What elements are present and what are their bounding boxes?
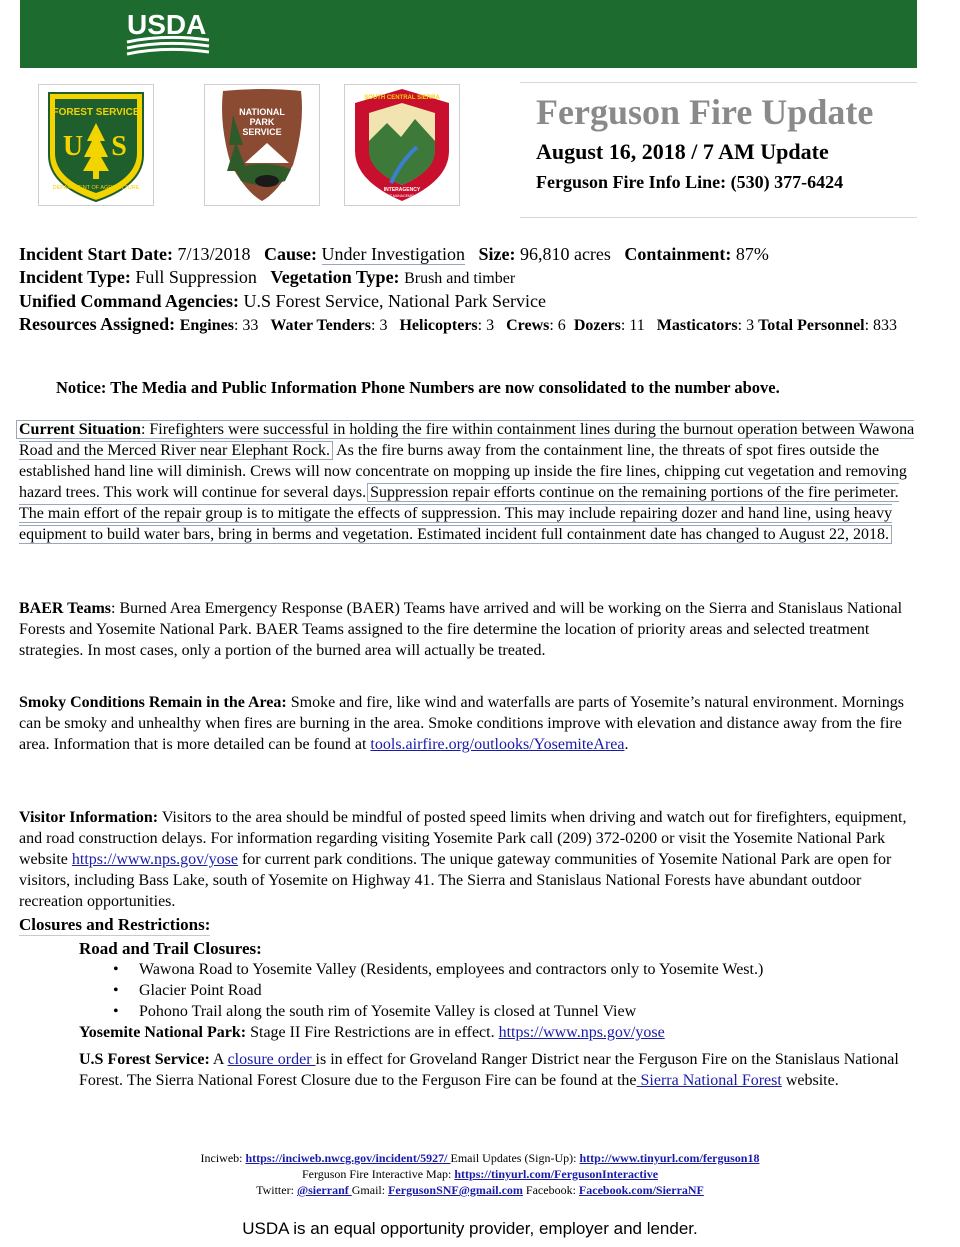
email-label: Email Updates (Sign-Up): bbox=[450, 1151, 580, 1165]
dozers-value: : 11 bbox=[620, 317, 645, 334]
vegetation-label: Vegetation Type: bbox=[270, 267, 400, 287]
south-central-sierra-logo bbox=[344, 84, 460, 206]
forest-service-logo bbox=[38, 84, 154, 206]
helicopters-label: Helicopters bbox=[399, 317, 478, 334]
containment-value: 87% bbox=[735, 244, 769, 264]
footer-line-2 bbox=[0, 1166, 960, 1182]
vegetation-value: Brush and timber bbox=[404, 270, 516, 287]
current-situation-text-3: Suppression repair efforts continue on the remaining portions of the fire perimeter. The main effort of the repair group is to mitigate the effects of suppression. This may include repairing dozer and hand line, using heavy equipment to build water bars, bring in berms and vegetation. Estimated incident full containment date has changed to August 22, 2018. bbox=[19, 484, 899, 543]
usfs-restrictions bbox=[79, 1049, 919, 1091]
footer-links bbox=[0, 1150, 960, 1198]
water-tenders-value: : 3 bbox=[371, 317, 388, 334]
closure-list bbox=[19, 959, 919, 1022]
airfire-link[interactable]: tools.airfire.org/outlooks/YosemiteArea bbox=[370, 736, 625, 753]
incident-line-2 bbox=[19, 266, 919, 290]
size-label: Size: bbox=[478, 244, 516, 264]
personnel-label-2: Personnel bbox=[797, 317, 865, 334]
type-value: Full Suppression bbox=[135, 267, 257, 287]
personnel-value: : 833 bbox=[864, 317, 898, 334]
visitor-text-1: Visitors to the area should be mindful of posted speed limits when driving and watch out for firefighters, equipment, and road construction delays. For information regarding visiting Yosemite Park call (209) 372-0200 or visit the Yosemite National Park website bbox=[19, 809, 907, 868]
footer-line-1 bbox=[0, 1150, 960, 1166]
incident-line-1 bbox=[19, 243, 919, 266]
svg-text:PARK: PARK bbox=[249, 117, 275, 127]
facebook-label: Facebook: bbox=[522, 1183, 579, 1197]
svg-text:INTERAGENCY: INTERAGENCY bbox=[383, 187, 421, 193]
resources-label: Resources Assigned: bbox=[19, 314, 176, 334]
agencies-label: Unified Command Agencies: bbox=[19, 291, 239, 311]
svg-text:U: U bbox=[62, 131, 84, 162]
current-situation-label: Current Situation bbox=[19, 421, 141, 438]
crews-label: Crews bbox=[506, 317, 550, 334]
baer-teams bbox=[19, 598, 919, 661]
visitor-information bbox=[19, 807, 919, 912]
svg-text:INCIDENT MANAGEMENT TEAM: INCIDENT MANAGEMENT TEAM bbox=[375, 194, 429, 198]
info-line: Ferguson Fire Info Line: (530) 377-6424 bbox=[536, 172, 844, 192]
road-closures-heading: Road and Trail Closures: bbox=[79, 939, 262, 958]
usfs-label: U.S Forest Service: bbox=[79, 1051, 210, 1068]
closure-item: • Pohono Trail along the south rim of Yosemite Valley is closed at Tunnel View bbox=[79, 1001, 919, 1022]
incident-info bbox=[19, 243, 919, 337]
usda-banner bbox=[20, 0, 917, 68]
type-label: Incident Type: bbox=[19, 267, 131, 287]
interactive-map-link[interactable]: https://tinyurl.com/FergusonInteractive bbox=[454, 1167, 659, 1181]
gmail-link[interactable]: FergusonSNF@gmail.com bbox=[388, 1183, 523, 1197]
sierra-nf-link[interactable]: Sierra National Forest bbox=[636, 1072, 782, 1089]
closures-heading: Closures and Restrictions: bbox=[19, 915, 211, 934]
usda-logo bbox=[125, 6, 211, 60]
baer-text: : Burned Area Emergency Response (BAER) Teams have arrived and will be working on the Sierra and Stanislaus National Forests and Yosemite National Park. BAER Teams assigned to the fire determine the location of priority areas and selected treatment strategies. In most cases, only a portion of the burned area will actually be treated. bbox=[19, 600, 903, 659]
smoky-conditions bbox=[19, 692, 919, 755]
smoky-end: . bbox=[624, 736, 629, 753]
inciweb-label: Inciweb: bbox=[200, 1151, 246, 1165]
cause-value: Under Investigation bbox=[321, 244, 465, 264]
usfs-text-3: website. bbox=[781, 1072, 839, 1089]
svg-text:S: S bbox=[111, 131, 127, 162]
title-block bbox=[520, 82, 917, 218]
page-title: Ferguson Fire Update bbox=[536, 92, 874, 132]
map-label: Ferguson Fire Interactive Map: bbox=[301, 1167, 455, 1181]
visitor-label: Visitor Information: bbox=[19, 809, 159, 826]
current-situation-text-1: : Firefighters were successful in holding the fire within containment lines during the burnout operation between Wawona Road and the Merced River near Elephant Rock. bbox=[19, 421, 915, 459]
crews-value: : 6 bbox=[549, 317, 566, 334]
ynp-link[interactable]: https://www.nps.gov/yose bbox=[498, 1024, 665, 1041]
engines-value: : 33 bbox=[233, 317, 259, 334]
usfs-text-2: is in effect for Groveland Ranger District near the Ferguson Fire on the Stanislaus National Forest. The Sierra National Forest Closure due to the Ferguson Fire can be found at the bbox=[79, 1051, 899, 1089]
svg-text:SERVICE: SERVICE bbox=[242, 127, 282, 137]
gmail-label: Gmail: bbox=[351, 1183, 389, 1197]
smoky-text: Smoke and fire, like wind and waterfalls are parts of Yosemite’s natural environment. Mornings can be smoky and unhealthy when fires are burning in the area. Smoke conditions improve with elevation and distance away from the fire area. Information that is more detailed can be found at bbox=[19, 694, 904, 753]
nps-link[interactable]: https://www.nps.gov/yose bbox=[71, 851, 238, 868]
personnel-label-1: Total bbox=[758, 317, 794, 334]
eeo-statement: USDA is an equal opportunity provider, employer and lender. bbox=[242, 1219, 698, 1238]
ynp-text: Stage II Fire Restrictions are in effect. bbox=[246, 1024, 499, 1041]
notice: Notice: The Media and Public Information Phone Numbers are now consolidated to the number above. bbox=[56, 378, 780, 397]
national-park-service-logo bbox=[204, 84, 320, 206]
containment-label: Containment: bbox=[624, 244, 732, 264]
smoky-label: Smoky Conditions Remain in the Area: bbox=[19, 694, 287, 711]
ynp-label: Yosemite National Park: bbox=[79, 1024, 247, 1041]
helicopters-value: : 3 bbox=[477, 317, 495, 334]
svg-text:DEPARTMENT OF AGRICULTURE: DEPARTMENT OF AGRICULTURE bbox=[52, 185, 140, 191]
water-tenders-label: Water Tenders bbox=[270, 317, 371, 334]
email-updates-link[interactable]: http://www.tinyurl.com/ferguson18 bbox=[579, 1151, 760, 1165]
svg-text:SOUTH CENTRAL SIERRA: SOUTH CENTRAL SIERRA bbox=[364, 95, 440, 101]
closure-order-link[interactable]: closure order bbox=[227, 1051, 316, 1068]
closure-item: • Glacier Point Road bbox=[79, 980, 919, 1001]
closure-item: • Wawona Road to Yosemite Valley (Residents, employees and contractors only to Yosemite West.) bbox=[79, 959, 919, 980]
update-date: August 16, 2018 / 7 AM Update bbox=[536, 139, 829, 164]
current-situation bbox=[19, 419, 919, 545]
twitter-link[interactable]: @sierranf bbox=[296, 1183, 352, 1197]
twitter-label: Twitter: bbox=[256, 1183, 297, 1197]
masticators-value: : 3 bbox=[737, 317, 755, 334]
dozers-label: Dozers bbox=[573, 317, 621, 334]
size-value: 96,810 acres bbox=[519, 244, 611, 264]
baer-label: BAER Teams bbox=[19, 600, 112, 617]
agencies-value: U.S Forest Service, National Park Service bbox=[243, 291, 546, 311]
start-date-value: 7/13/2018 bbox=[177, 244, 251, 264]
masticators-label: Masticators bbox=[656, 317, 738, 334]
inciweb-link[interactable]: https://inciweb.nwcg.gov/incident/5927/ bbox=[245, 1151, 451, 1165]
ynp-restrictions bbox=[79, 1022, 919, 1043]
svg-text:NATIONAL: NATIONAL bbox=[239, 107, 285, 117]
usda-logo-text: USDA bbox=[127, 9, 207, 40]
svg-text:FOREST SERVICE: FOREST SERVICE bbox=[52, 107, 140, 118]
incident-line-4 bbox=[19, 313, 919, 337]
closures-section bbox=[19, 914, 919, 1091]
current-situation-text-2: As the fire burns away from the containment line, the threats of spot fires outside the established hand line will diminish. Crews will now concentrate on mopping up inside the fire lines, chipping cut vegetation and removing hazard trees. This work will continue for several days. bbox=[19, 442, 907, 501]
visitor-text-2: for current park conditions. The unique gateway communities of Yosemite National Park are open for visitors, including Bass Lake, south of Yosemite on Highway 41. The Sierra and Stanislaus National Forests have abundant outdoor recreation opportunities. bbox=[19, 851, 892, 910]
incident-line-3 bbox=[19, 290, 919, 313]
usfs-text-1: A bbox=[209, 1051, 228, 1068]
facebook-link[interactable]: Facebook.com/SierraNF bbox=[578, 1183, 704, 1197]
start-date-label: Incident Start Date: bbox=[19, 244, 173, 264]
engines-label: Engines bbox=[179, 317, 234, 334]
cause-label: Cause: bbox=[264, 244, 317, 264]
footer-line-3 bbox=[0, 1182, 960, 1198]
